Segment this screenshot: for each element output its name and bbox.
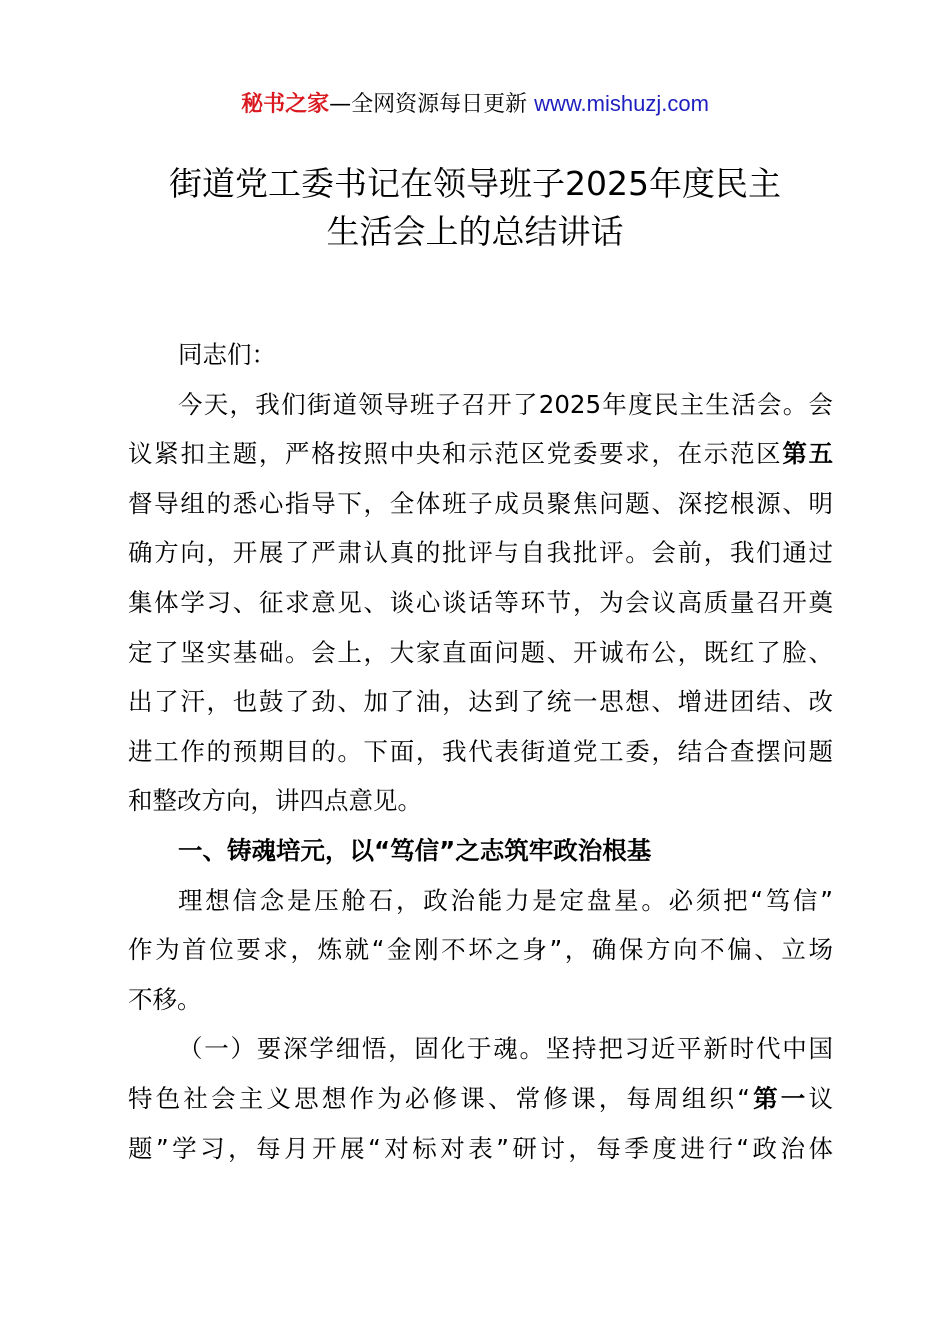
paragraph-intro bbox=[128, 380, 833, 826]
paragraph-line bbox=[128, 429, 833, 479]
paragraph-section1 bbox=[128, 876, 833, 1025]
title-line-1: 街道党工委书记在领导班子2025年度民主 bbox=[169, 164, 781, 203]
site-header bbox=[0, 88, 950, 121]
paragraph-line bbox=[128, 1074, 833, 1124]
paragraph-line: 集体学习、征求意见、谈心谈话等环节，为会议高质量召开奠 bbox=[128, 587, 833, 617]
paragraph-line: 和整改方向，讲四点意见。 bbox=[128, 786, 422, 816]
paragraph-line: 不移。 bbox=[128, 984, 202, 1014]
paragraph-line: 确方向，开展了严肃认真的批评与自我批评。会前，我们通过 bbox=[128, 538, 833, 568]
document-body bbox=[128, 330, 833, 1173]
title-line-2: 生活会上的总结讲话 bbox=[326, 212, 624, 251]
document-title bbox=[120, 160, 830, 256]
paragraph-line: （一）要深学细悟，固化于魂。坚持把习近平新时代中国 bbox=[178, 1034, 833, 1064]
paragraph-line: 理想信念是压舱石，政治能力是定盘星。必须把“笃信” bbox=[178, 885, 833, 915]
site-url-link[interactable]: www.mishuzj.com bbox=[534, 91, 709, 116]
paragraph-line: 督导组的悉心指导下，全体班子成员聚焦问题、深挖根源、明 bbox=[128, 488, 833, 518]
section-heading-1: 一、铸魂培元，以“笃信”之志筑牢政治根基 bbox=[178, 835, 652, 865]
greeting: 同志们： bbox=[178, 340, 276, 369]
paragraph-line: 进工作的预期目的。下面，我代表街道党工委，结合查摆问题 bbox=[128, 736, 833, 766]
site-tagline: —全网资源每日更新 bbox=[329, 92, 528, 117]
paragraph-line: 题”学习，每月开展“对标对表”研讨，每季度进行“政治体 bbox=[128, 1133, 833, 1163]
paragraph-line: 今天，我们街道领导班子召开了2025年度民主生活会。会 bbox=[178, 389, 833, 419]
paragraph-subsection-1 bbox=[128, 1024, 833, 1173]
paragraph-text: 议紧扣主题，严格按照中央和示范区党委要求，在示范区 bbox=[128, 439, 783, 469]
paragraph-text: 特色社会主义思想作为必修课、常修课，每周组织“ bbox=[128, 1083, 750, 1113]
paragraph-line: 出了汗，也鼓了劲、加了油，达到了统一思想、增进团结、改 bbox=[128, 687, 833, 717]
paragraph-line: 作为首位要求，炼就“金刚不坏之身”，确保方向不偏、立场 bbox=[128, 935, 833, 965]
bold-emphasis: 第五 bbox=[782, 439, 834, 469]
brand-name: 秘书之家 bbox=[241, 92, 330, 117]
bold-emphasis: 第一 bbox=[749, 1083, 809, 1113]
paragraph-line: 定了坚实基础。会上，大家直面问题、开诚布公，既红了脸、 bbox=[128, 637, 833, 667]
paragraph-text: 议 bbox=[808, 1083, 833, 1113]
